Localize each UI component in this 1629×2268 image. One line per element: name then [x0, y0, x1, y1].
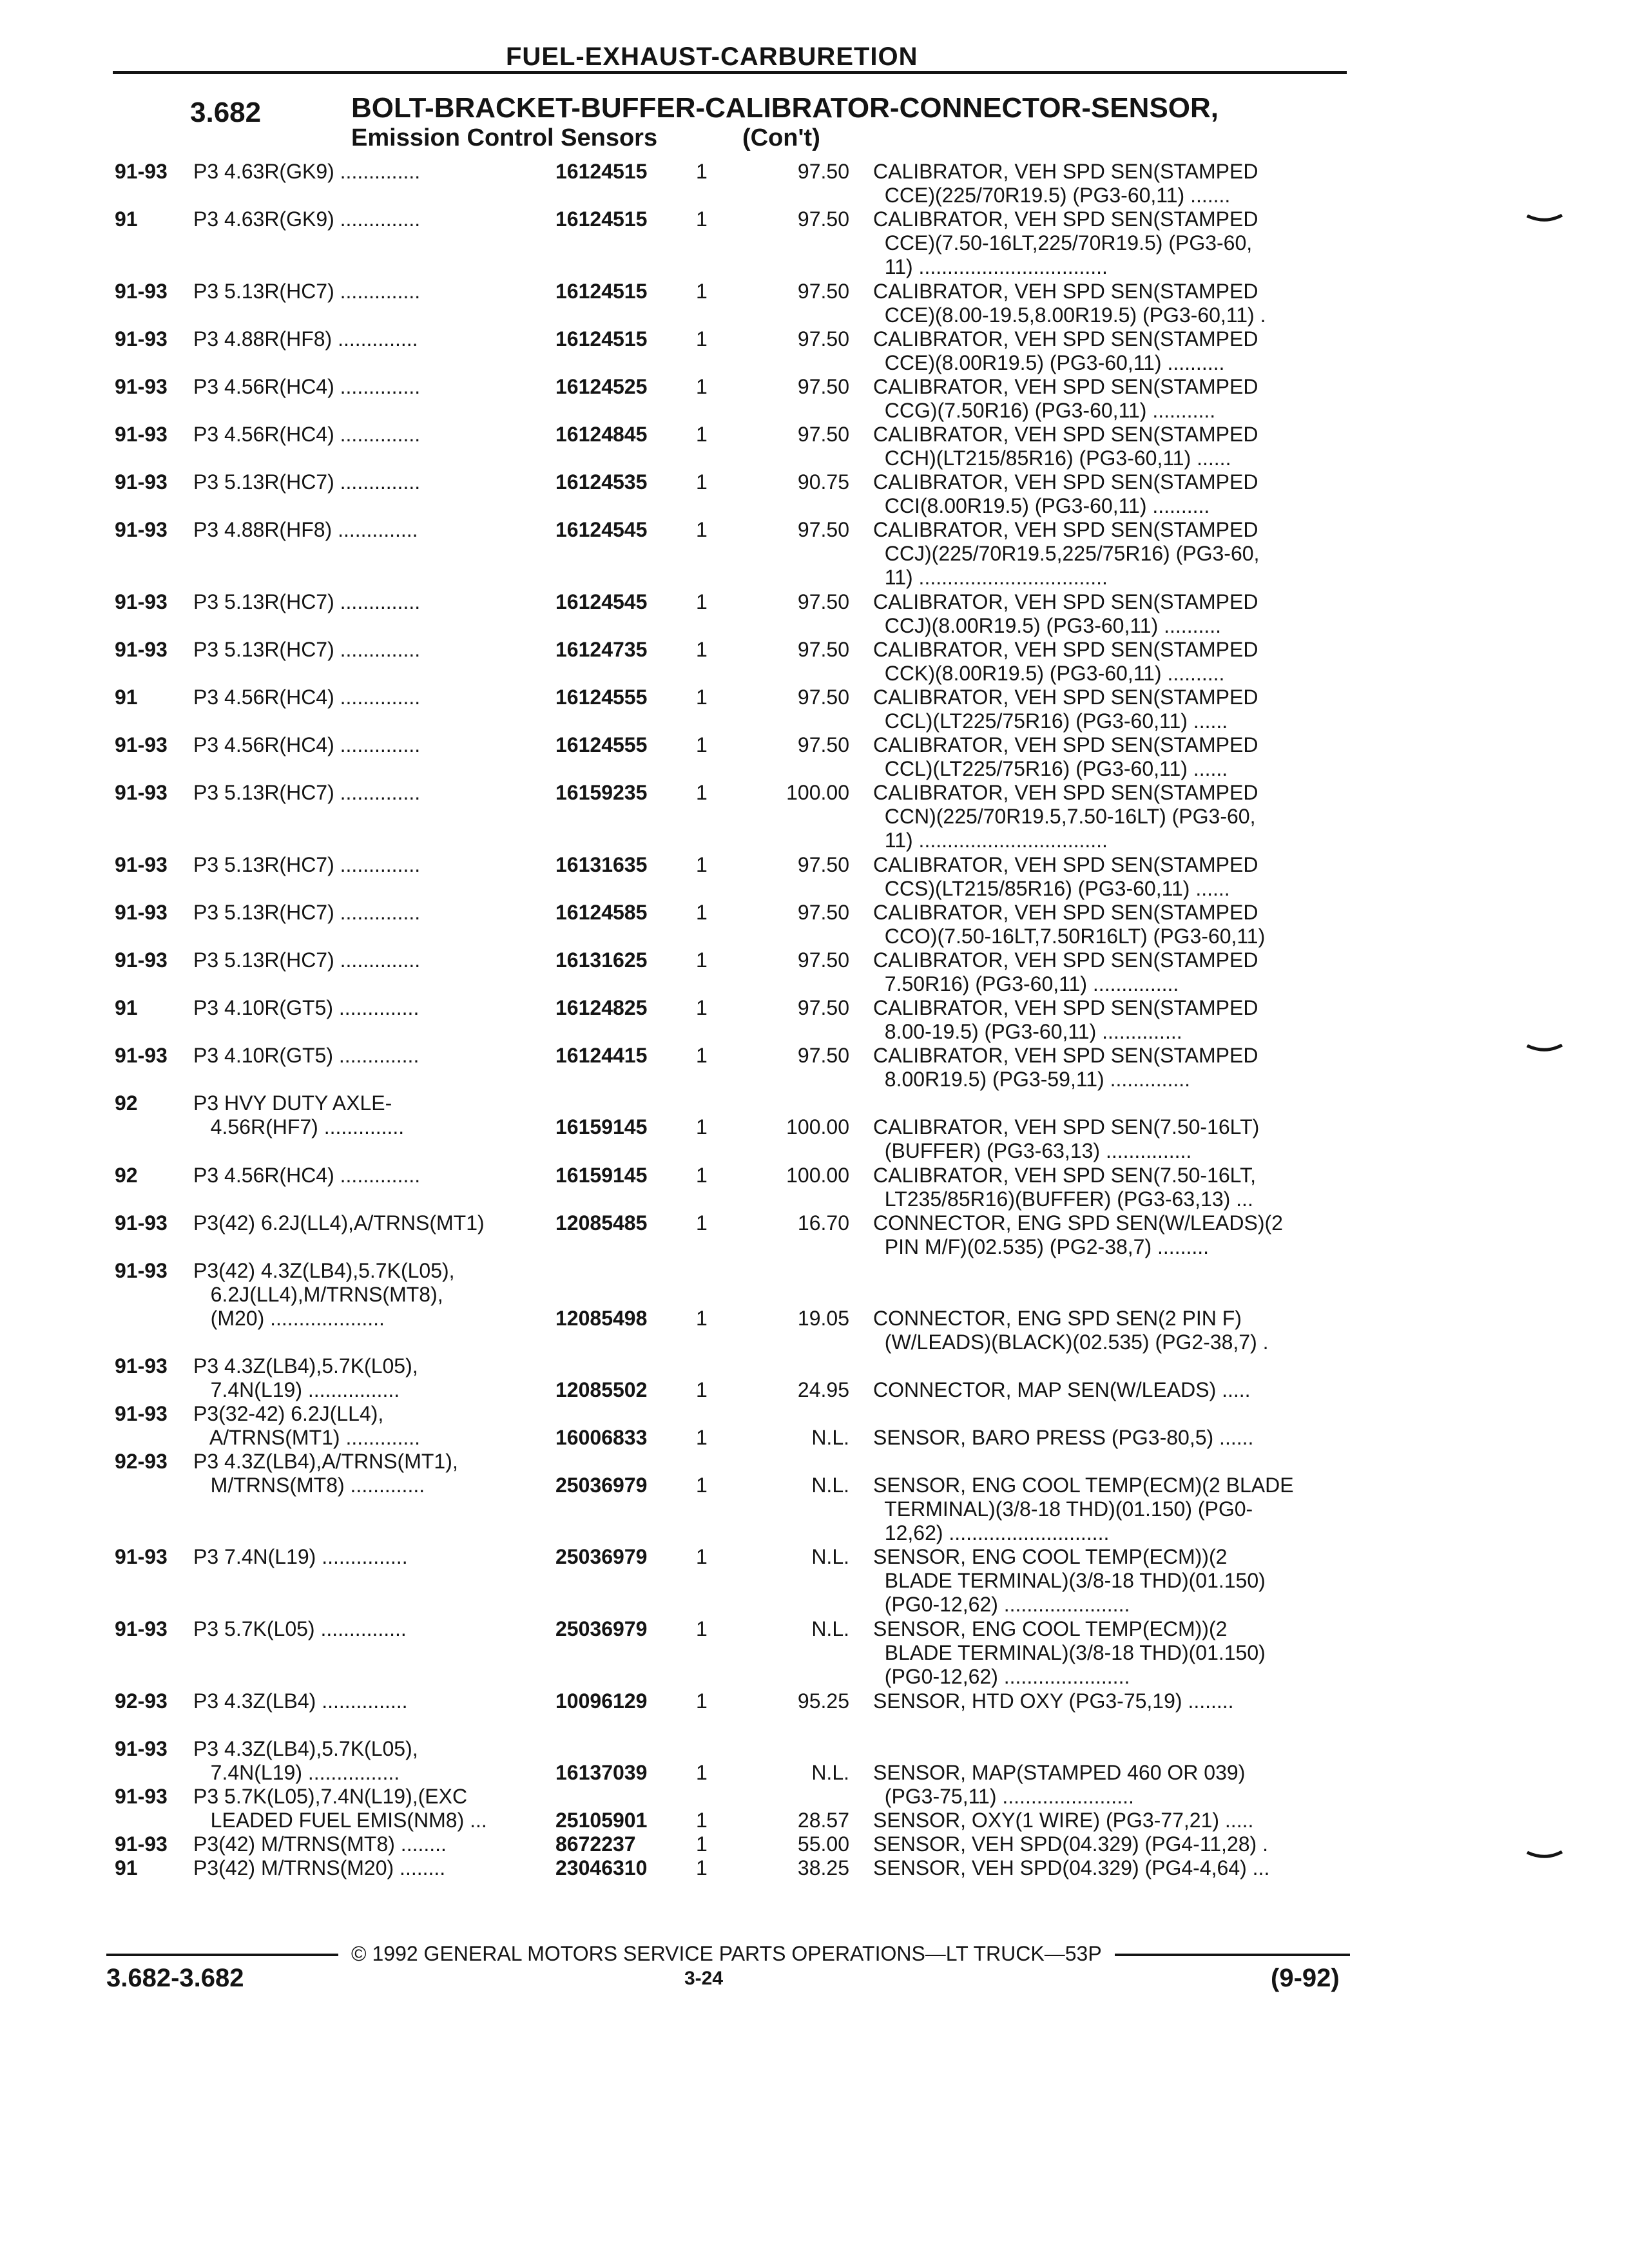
description-cell: CALIBRATOR, VEH SPD SEN(7.50-16LT) (BUFFER) (PG3-63,13) ...............: [873, 1115, 1260, 1162]
part-number-cell: 16124535: [555, 470, 648, 494]
part-number-cell: 16131625: [555, 948, 648, 972]
quantity-cell: 1: [696, 638, 708, 661]
description-cell: SENSOR, ENG COOL TEMP(ECM))(2 BLADE TERMINAL)(3/8-18 THD)(01.150) (PG0-12,62) ......................: [873, 1617, 1266, 1688]
part-number-cell: 23046310: [555, 1856, 648, 1879]
part-number-cell: 25036979: [555, 1617, 648, 1640]
application-cell: P3 5.13R(HC7) ..............: [193, 948, 421, 972]
application-cell: P3 4.3Z(LB4),5.7K(L05), 7.4N(L19) ................: [193, 1354, 418, 1401]
application-cell: P3 4.63R(GK9) ..............: [193, 207, 421, 231]
part-number-cell: 16124545: [555, 518, 648, 541]
application-cell: P3(42) M/TRNS(MT8) ........: [193, 1832, 447, 1856]
year-cell: 91-93: [115, 733, 168, 756]
quantity-cell: 1: [696, 280, 708, 303]
description-cell: CALIBRATOR, VEH SPD SEN(STAMPED CCE)(8.00-19.5,8.00R19.5) (PG3-60,11) .: [873, 280, 1266, 327]
part-number-cell: 12085485: [555, 1211, 648, 1235]
year-cell: 92-93: [115, 1689, 168, 1713]
part-number-cell: 16124825: [555, 996, 648, 1019]
price-cell: 100.00: [786, 1164, 849, 1187]
price-cell: 28.57: [797, 1809, 849, 1832]
quantity-cell: 1: [696, 518, 708, 541]
section-subheading: Emission Control Sensors: [351, 124, 658, 151]
description-cell: CALIBRATOR, VEH SPD SEN(STAMPED CCE)(225/70R19.5) (PG3-60,11) .......: [873, 160, 1258, 207]
application-cell: P3(42) 6.2J(LL4),A/TRNS(MT1): [193, 1211, 485, 1235]
application-cell: P3 5.13R(HC7) ..............: [193, 901, 421, 924]
price-cell: 97.50: [797, 327, 849, 351]
section-title: FUEL-EXHAUST-CARBURETION: [506, 43, 918, 71]
price-cell: 90.75: [797, 470, 849, 494]
price-cell: 19.05: [797, 1307, 849, 1330]
price-cell: 97.50: [797, 686, 849, 709]
year-cell: 91-93: [115, 1545, 168, 1568]
price-cell: 97.50: [797, 853, 849, 876]
quantity-cell: 1: [696, 781, 708, 804]
year-cell: 91-93: [115, 901, 168, 924]
quantity-cell: 1: [696, 1211, 708, 1235]
description-cell: CALIBRATOR, VEH SPD SEN(STAMPED CCL)(LT225/75R16) (PG3-60,11) ......: [873, 686, 1258, 733]
description-cell: CALIBRATOR, VEH SPD SEN(STAMPED CCK)(8.00R19.5) (PG3-60,11) ..........: [873, 638, 1258, 685]
application-cell: P3 5.7K(L05),7.4N(L19),(EXC LEADED FUEL EMIS(NM8) ...: [193, 1785, 487, 1832]
description-cell: CONNECTOR, MAP SEN(W/LEADS) .....: [873, 1378, 1251, 1401]
year-cell: 91-93: [115, 853, 168, 876]
application-cell: P3 4.3Z(LB4) ...............: [193, 1689, 408, 1713]
year-cell: 91-93: [115, 1044, 168, 1067]
quantity-cell: 1: [696, 1378, 708, 1401]
part-number-cell: 16124525: [555, 375, 648, 398]
quantity-cell: 1: [696, 1856, 708, 1879]
quantity-cell: 1: [696, 207, 708, 231]
continued-label: (Con't): [742, 124, 820, 151]
description-cell: SENSOR, ENG COOL TEMP(ECM)(2 BLADE TERMINAL)(3/8-18 THD)(01.150) (PG0- 12,62) ............................: [873, 1474, 1294, 1544]
part-number-cell: 16124555: [555, 733, 648, 756]
year-cell: 91: [115, 996, 138, 1019]
application-cell: P3 4.56R(HC4) ..............: [193, 686, 421, 709]
application-cell: P3 5.13R(HC7) ..............: [193, 781, 421, 804]
price-cell: 95.25: [797, 1689, 849, 1713]
description-cell: SENSOR, BARO PRESS (PG3-80,5) ......: [873, 1426, 1254, 1449]
year-cell: 92: [115, 1164, 138, 1187]
description-cell: CONNECTOR, ENG SPD SEN(W/LEADS)(2 PIN M/F)(02.535) (PG2-38,7) .........: [873, 1211, 1283, 1258]
price-cell: 97.50: [797, 948, 849, 972]
description-cell: CALIBRATOR, VEH SPD SEN(STAMPED 7.50R16) (PG3-60,11) ...............: [873, 948, 1258, 995]
description-cell: SENSOR, MAP(STAMPED 460 OR 039) (PG3-75,11) .......................: [873, 1761, 1246, 1808]
description-cell: SENSOR, HTD OXY (PG3-75,19) ........: [873, 1689, 1234, 1713]
application-cell: P3 4.56R(HC4) ..............: [193, 375, 421, 398]
year-cell: 91-93: [115, 1832, 168, 1856]
description-cell: SENSOR, VEH SPD(04.329) (PG4-4,64) ...: [873, 1856, 1270, 1879]
quantity-cell: 1: [696, 590, 708, 613]
price-cell: 97.50: [797, 590, 849, 613]
year-cell: 91: [115, 686, 138, 709]
year-cell: 91-93: [115, 160, 168, 183]
price-cell: 100.00: [786, 781, 849, 804]
part-number-cell: 16159145: [555, 1164, 648, 1187]
price-cell: N.L.: [811, 1617, 849, 1640]
description-cell: CALIBRATOR, VEH SPD SEN(STAMPED CCG)(7.50R16) (PG3-60,11) ...........: [873, 375, 1258, 422]
quantity-cell: 1: [696, 853, 708, 876]
price-cell: N.L.: [811, 1761, 849, 1784]
revision-date: (9-92): [1271, 1964, 1340, 1992]
price-cell: 55.00: [797, 1832, 849, 1856]
part-number-cell: 16124515: [555, 160, 648, 183]
part-number-cell: 16124845: [555, 423, 648, 446]
quantity-cell: 1: [696, 1617, 708, 1640]
binding-mark: [1526, 1044, 1563, 1053]
price-cell: 97.50: [797, 423, 849, 446]
quantity-cell: 1: [696, 1761, 708, 1784]
price-cell: N.L.: [811, 1474, 849, 1497]
price-cell: 97.50: [797, 375, 849, 398]
bottom-rule-right: [1115, 1954, 1350, 1956]
description-cell: CALIBRATOR, VEH SPD SEN(STAMPED CCL)(LT225/75R16) (PG3-60,11) ......: [873, 733, 1258, 780]
application-cell: P3(32-42) 6.2J(LL4), A/TRNS(MT1) .............: [193, 1402, 421, 1449]
quantity-cell: 1: [696, 1426, 708, 1449]
application-cell: P3(42) M/TRNS(M20) ........: [193, 1856, 446, 1879]
application-cell: P3 4.10R(GT5) ..............: [193, 1044, 419, 1067]
quantity-cell: 1: [696, 686, 708, 709]
quantity-cell: 1: [696, 733, 708, 756]
quantity-cell: 1: [696, 1832, 708, 1856]
quantity-cell: 1: [696, 1307, 708, 1330]
year-cell: 91-93: [115, 518, 168, 541]
price-cell: N.L.: [811, 1426, 849, 1449]
description-cell: CONNECTOR, ENG SPD SEN(2 PIN F) (W/LEADS)(BLACK)(02.535) (PG2-38,7) .: [873, 1307, 1269, 1354]
application-cell: P3 4.56R(HC4) ..............: [193, 423, 421, 446]
quantity-cell: 1: [696, 160, 708, 183]
quantity-cell: 1: [696, 948, 708, 972]
application-cell: P3 7.4N(L19) ...............: [193, 1545, 408, 1568]
year-cell: 91-93: [115, 1354, 168, 1378]
year-cell: 91-93: [115, 1259, 168, 1282]
year-cell: 91-93: [115, 280, 168, 303]
price-cell: 97.50: [797, 280, 849, 303]
description-cell: SENSOR, OXY(1 WIRE) (PG3-77,21) .....: [873, 1809, 1254, 1832]
part-number-cell: 16124515: [555, 327, 648, 351]
part-number-cell: 16124415: [555, 1044, 648, 1067]
quantity-cell: 1: [696, 1545, 708, 1568]
description-cell: CALIBRATOR, VEH SPD SEN(STAMPED CCJ)(225/70R19.5,225/75R16) (PG3-60, 11) .................................: [873, 518, 1260, 589]
binding-mark: [1526, 1850, 1563, 1860]
application-cell: P3 5.13R(HC7) ..............: [193, 638, 421, 661]
section-number: 3.682: [190, 97, 262, 128]
part-number-cell: 16137039: [555, 1761, 648, 1784]
price-cell: 97.50: [797, 207, 849, 231]
year-cell: 91-93: [115, 1785, 168, 1808]
application-cell: P3 5.13R(HC7) ..............: [193, 590, 421, 613]
part-number-cell: 25036979: [555, 1545, 648, 1568]
binding-mark: [1526, 214, 1563, 223]
part-number-cell: 16006833: [555, 1426, 648, 1449]
application-cell: P3 4.10R(GT5) ..............: [193, 996, 419, 1019]
price-cell: 97.50: [797, 901, 849, 924]
application-cell: P3 4.88R(HF8) ..............: [193, 518, 418, 541]
bottom-rule-left: [106, 1954, 338, 1956]
description-cell: CALIBRATOR, VEH SPD SEN(STAMPED 8.00R19.5) (PG3-59,11) ..............: [873, 1044, 1258, 1091]
part-number-cell: 16124545: [555, 590, 648, 613]
quantity-cell: 1: [696, 375, 708, 398]
price-cell: N.L.: [811, 1545, 849, 1568]
price-cell: 16.70: [797, 1211, 849, 1235]
year-cell: 91-93: [115, 638, 168, 661]
application-cell: P3 4.56R(HC4) ..............: [193, 733, 421, 756]
year-cell: 91-93: [115, 327, 168, 351]
application-cell: P3 HVY DUTY AXLE- 4.56R(HF7) ..............: [193, 1091, 405, 1139]
description-cell: CALIBRATOR, VEH SPD SEN(STAMPED CCN)(225/70R19.5,7.50-16LT) (PG3-60, 11) .................................: [873, 781, 1258, 852]
price-cell: 97.50: [797, 518, 849, 541]
quantity-cell: 1: [696, 327, 708, 351]
application-cell: P3 5.13R(HC7) ..............: [193, 470, 421, 494]
part-number-cell: 10096129: [555, 1689, 648, 1713]
application-cell: P3 4.3Z(LB4),A/TRNS(MT1), M/TRNS(MT8) .............: [193, 1450, 458, 1497]
section-heading: BOLT-BRACKET-BUFFER-CALIBRATOR-CONNECTOR-SENSOR,: [351, 92, 1219, 124]
quantity-cell: 1: [696, 1689, 708, 1713]
year-cell: 91-93: [115, 590, 168, 613]
description-cell: CALIBRATOR, VEH SPD SEN(STAMPED CCH)(LT215/85R16) (PG3-60,11) ......: [873, 423, 1258, 470]
description-cell: CALIBRATOR, VEH SPD SEN(STAMPED CCE)(8.00R19.5) (PG3-60,11) ..........: [873, 327, 1258, 374]
part-number-cell: 16131635: [555, 853, 648, 876]
quantity-cell: 1: [696, 996, 708, 1019]
year-cell: 92-93: [115, 1450, 168, 1473]
description-cell: SENSOR, VEH SPD(04.329) (PG4-11,28) .: [873, 1832, 1268, 1856]
page-range: 3.682-3.682: [106, 1964, 244, 1992]
part-number-cell: 16159145: [555, 1115, 648, 1139]
price-cell: 38.25: [797, 1856, 849, 1879]
price-cell: 97.50: [797, 1044, 849, 1067]
year-cell: 91-93: [115, 470, 168, 494]
application-cell: P3 4.63R(GK9) ..............: [193, 160, 421, 183]
part-number-cell: 16124515: [555, 280, 648, 303]
application-cell: P3 4.3Z(LB4),5.7K(L05), 7.4N(L19) ................: [193, 1737, 418, 1784]
price-cell: 100.00: [786, 1115, 849, 1139]
part-number-cell: 8672237: [555, 1832, 636, 1856]
quantity-cell: 1: [696, 423, 708, 446]
quantity-cell: 1: [696, 1809, 708, 1832]
year-cell: 91-93: [115, 781, 168, 804]
application-cell: P3(42) 4.3Z(LB4),5.7K(L05), 6.2J(LL4),M/TRNS(MT8), (M20) ....................: [193, 1259, 455, 1330]
price-cell: 97.50: [797, 638, 849, 661]
price-cell: 97.50: [797, 996, 849, 1019]
year-cell: 91-93: [115, 1737, 168, 1760]
year-cell: 91: [115, 1856, 138, 1879]
year-cell: 91-93: [115, 1211, 168, 1235]
application-cell: P3 5.7K(L05) ...............: [193, 1617, 407, 1640]
description-cell: CALIBRATOR, VEH SPD SEN(STAMPED CCI(8.00R19.5) (PG3-60,11) ..........: [873, 470, 1258, 517]
part-number-cell: 16124555: [555, 686, 648, 709]
application-cell: P3 5.13R(HC7) ..............: [193, 853, 421, 876]
page-number: 3-24: [684, 1968, 724, 1989]
year-cell: 91: [115, 207, 138, 231]
year-cell: 91-93: [115, 1617, 168, 1640]
description-cell: SENSOR, ENG COOL TEMP(ECM))(2 BLADE TERMINAL)(3/8-18 THD)(01.150) (PG0-12,62) ......................: [873, 1545, 1266, 1616]
part-number-cell: 12085502: [555, 1378, 648, 1401]
description-cell: CALIBRATOR, VEH SPD SEN(STAMPED CCS)(LT215/85R16) (PG3-60,11) ......: [873, 853, 1258, 900]
part-number-cell: 16159235: [555, 781, 648, 804]
description-cell: CALIBRATOR, VEH SPD SEN(STAMPED CCE)(7.50-16LT,225/70R19.5) (PG3-60, 11) .................................: [873, 207, 1258, 278]
quantity-cell: 1: [696, 1044, 708, 1067]
application-cell: P3 4.88R(HF8) ..............: [193, 327, 418, 351]
quantity-cell: 1: [696, 470, 708, 494]
quantity-cell: 1: [696, 1164, 708, 1187]
description-cell: CALIBRATOR, VEH SPD SEN(STAMPED CCO)(7.50-16LT,7.50R16LT) (PG3-60,11): [873, 901, 1266, 948]
description-cell: CALIBRATOR, VEH SPD SEN(7.50-16LT, LT235/85R16)(BUFFER) (PG3-63,13) ...: [873, 1164, 1256, 1211]
quantity-cell: 1: [696, 1115, 708, 1139]
part-number-cell: 25036979: [555, 1474, 648, 1497]
price-cell: 97.50: [797, 160, 849, 183]
year-cell: 91-93: [115, 423, 168, 446]
application-cell: P3 5.13R(HC7) ..............: [193, 280, 421, 303]
part-number-cell: 12085498: [555, 1307, 648, 1330]
price-cell: 97.50: [797, 733, 849, 756]
part-number-cell: 16124735: [555, 638, 648, 661]
quantity-cell: 1: [696, 901, 708, 924]
copyright: © 1992 GENERAL MOTORS SERVICE PARTS OPERATIONS—LT TRUCK—53P: [351, 1942, 1102, 1965]
part-number-cell: 16124515: [555, 207, 648, 231]
price-cell: 24.95: [797, 1378, 849, 1401]
year-cell: 91-93: [115, 948, 168, 972]
application-cell: P3 4.56R(HC4) ..............: [193, 1164, 421, 1187]
year-cell: 92: [115, 1091, 138, 1115]
year-cell: 91-93: [115, 1402, 168, 1425]
quantity-cell: 1: [696, 1474, 708, 1497]
part-number-cell: 25105901: [555, 1809, 648, 1832]
description-cell: CALIBRATOR, VEH SPD SEN(STAMPED CCJ)(8.00R19.5) (PG3-60,11) ..........: [873, 590, 1258, 637]
description-cell: CALIBRATOR, VEH SPD SEN(STAMPED 8.00-19.5) (PG3-60,11) ..............: [873, 996, 1258, 1043]
year-cell: 91-93: [115, 375, 168, 398]
part-number-cell: 16124585: [555, 901, 648, 924]
